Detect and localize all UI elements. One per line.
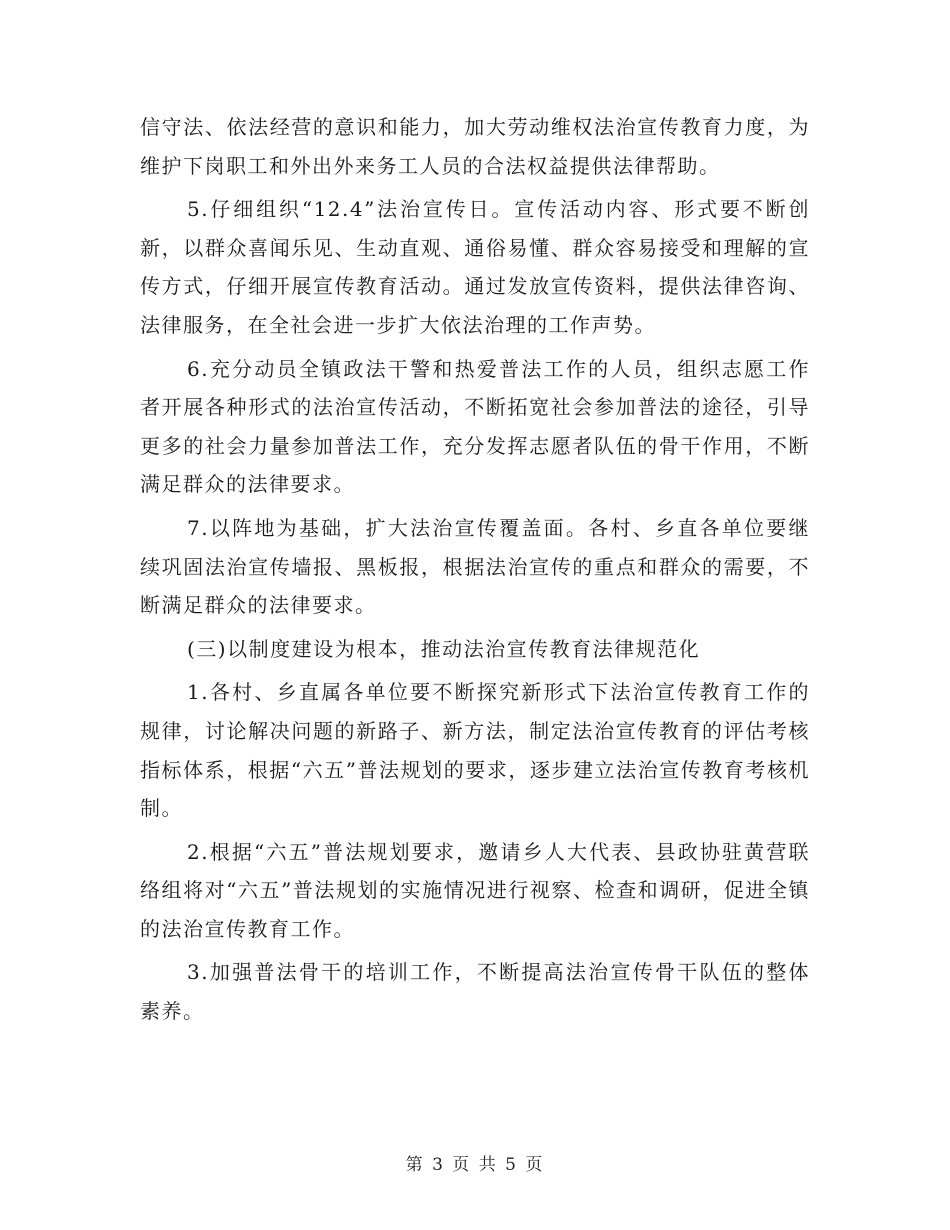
page-number-footer: 第 3 页 共 5 页 <box>405 1155 545 1175</box>
paragraph-continuation: 信守法、依法经营的意识和能力，加大劳动维权法治宣传教育力度，为维护下岗职工和外出外来务工人员的合法权益提供法律帮助。 <box>140 115 810 178</box>
paragraph-item-3: 3.加强普法骨干的培训工作，不断提高法治宣传骨干队伍的整体素养。 <box>140 960 810 1024</box>
section-heading-3: (三)以制度建设为根本，推动法治宣传教育法律规范化 <box>187 636 701 661</box>
paragraph-item-5: 5.仔细组织“12.4”法治宣传日。宣传活动内容、形式要不断创新，以群众喜闻乐见、生动直观、通俗易懂、群众容易接受和理解的宣传方式，仔细开展宣传教育活动。通过发放宣传资料，提供法律咨询、法律服务，在全社会进一步扩大依法治理的工作声势。 <box>140 197 810 337</box>
paragraph-item-1: 1.各村、乡直属各单位要不断探究新形式下法治宣传教育工作的规律，讨论解决问题的新路子、新方法，制定法治宣传教育的评估考核指标体系，根据“六五”普法规划的要求，逐步建立法治宣传教育考核机制。 <box>140 680 810 821</box>
paragraph-item-7: 7.以阵地为基础，扩大法治宣传覆盖面。各村、乡直各单位要继续巩固法治宣传墙报、黑板报，根据法治宣传的重点和群众的需要，不断满足群众的法律要求。 <box>140 515 810 618</box>
paragraph-item-2: 2.根据“六五”普法规划要求，邀请乡人大代表、县政协驻黄营联络组将对“六五”普法规划的实施情况进行视察、检查和调研，促进全镇的法治宣传教育工作。 <box>140 839 810 941</box>
paragraph-item-6: 6.充分动员全镇政法干警和热爱普法工作的人员，组织志愿工作者开展各种形式的法治宣传活动，不断拓宽社会参加普法的途径，引导更多的社会力量参加普法工作，充分发挥志愿者队伍的骨干作用，不断满足群众的法律要求。 <box>140 356 810 497</box>
document-body <box>140 108 810 1036</box>
